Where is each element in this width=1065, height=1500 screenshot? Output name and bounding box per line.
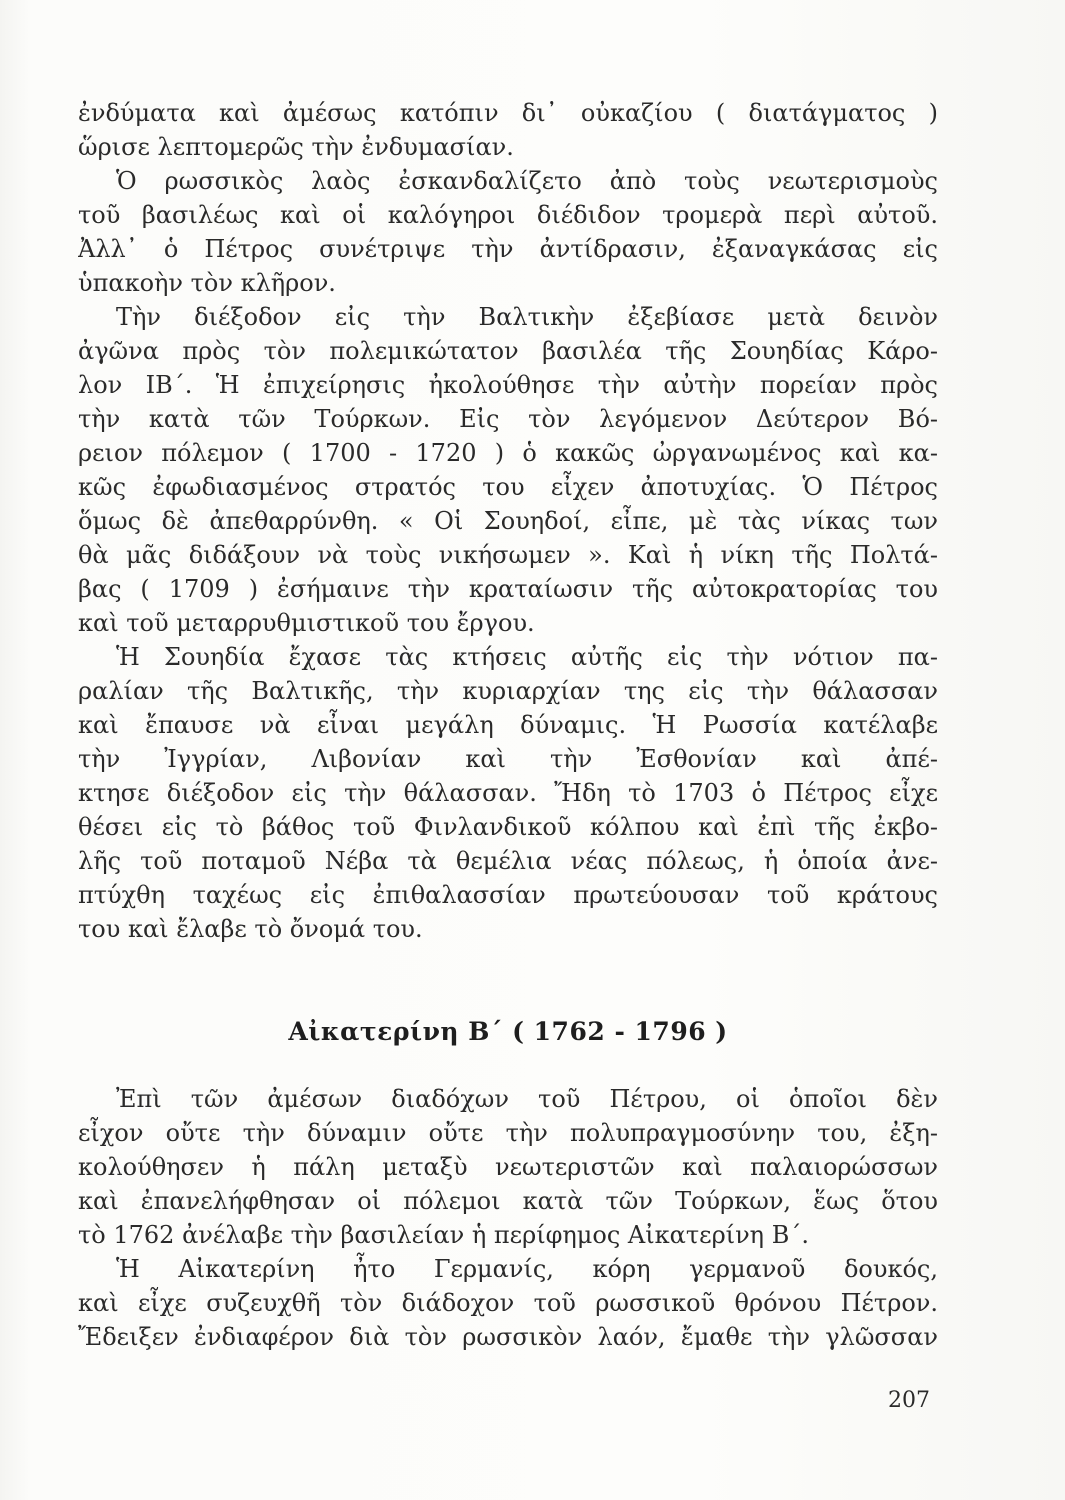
text-line: ὅμως δὲ ἀπεθαρρύνθη. « Οἱ Σουηδοί, εἶπε, μὲ τὰς νίκας των xyxy=(78,507,938,535)
text-line: Ἔδειξεν ἐνδιαφέρον διὰ τὸν ρωσσικὸν λαόν, ἔμαθε τὴν γλῶσσαν xyxy=(78,1323,938,1351)
text-line: κολούθησεν ἡ πάλη μεταξὺ νεωτεριστῶν καὶ παλαιορώσσων xyxy=(78,1153,938,1181)
text-line: πτύχθη ταχέως εἰς ἐπιθαλασσίαν πρωτεύουσαν τοῦ κράτους xyxy=(78,881,938,909)
text-line: θὰ μᾶς διδάξουν νὰ τοὺς νικήσωμεν ». Καὶ ἡ νίκη τῆς Πολτά- xyxy=(78,541,938,569)
text-line: βας ( 1709 ) ἐσήμαινε τὴν κραταίωσιν τῆς αὐτοκρατορίας του xyxy=(78,575,938,603)
text-line: ὥρισε λεπτομερῶς τὴν ἐνδυμασίαν. xyxy=(78,133,514,161)
text-line: Ἀλλ᾽ ὁ Πέτρος συνέτριψε τὴν ἀντίδρασιν, ἐξαναγκάσας εἰς xyxy=(78,235,938,263)
text-line: Ἐπὶ τῶν ἀμέσων διαδόχων τοῦ Πέτρου, οἱ ὁποῖοι δὲν xyxy=(116,1085,938,1113)
text-line: τὸ 1762 ἀνέλαβε τὴν βασιλείαν ἡ περίφημος Αἰκατερίνη Β΄. xyxy=(78,1221,809,1249)
text-line: Ὁ ρωσσικὸς λαὸς ἐσκανδαλίζετο ἀπὸ τοὺς νεωτερισμοὺς xyxy=(116,167,938,195)
text-line: εἶχον οὔτε τὴν δύναμιν οὔτε τὴν πολυπραγμοσύνην του, ἐξη- xyxy=(78,1119,938,1147)
text-line: κτησε διέξοδον εἰς τὴν θάλασσαν. Ἤδη τὸ 1703 ὁ Πέτρος εἶχε xyxy=(78,779,938,807)
text-line: καὶ τοῦ μεταρρυθμιστικοῦ του ἔργου. xyxy=(78,609,535,637)
text-line: λῆς τοῦ ποταμοῦ Νέβα τὰ θεμέλια νέας πόλεως, ἡ ὁποία ἀνε- xyxy=(78,847,938,875)
text-line: του καὶ ἔλαβε τὸ ὄνομά του. xyxy=(78,915,423,943)
text-line: καὶ ἐπανελήφθησαν οἱ πόλεμοι κατὰ τῶν Τούρκων, ἕως ὅτου xyxy=(78,1187,938,1215)
text-line: Τὴν διέξοδον εἰς τὴν Βαλτικὴν ἐξεβίασε μετὰ δεινὸν xyxy=(116,303,938,331)
page-number: 207 xyxy=(888,1388,930,1413)
text-line: τὴν κατὰ τῶν Τούρκων. Εἰς τὸν λεγόμενον Δεύτερον Βό- xyxy=(78,405,938,433)
section-heading: Αἰκατερίνη Β΄ ( 1762 - 1796 ) xyxy=(288,1017,728,1046)
text-line: λον ΙΒ΄. Ἡ ἐπιχείρησις ἠκολούθησε τὴν αὐτὴν πορείαν πρὸς xyxy=(78,371,938,399)
text-line: ρειον πόλεμον ( 1700 - 1720 ) ὁ κακῶς ὠργανωμένος καὶ κα- xyxy=(78,439,938,467)
text-line: θέσει εἰς τὸ βάθος τοῦ Φινλανδικοῦ κόλπου καὶ ἐπὶ τῆς ἐκβο- xyxy=(78,813,938,841)
text-line: ραλίαν τῆς Βαλτικῆς, τὴν κυριαρχίαν της εἰς τὴν θάλασσαν xyxy=(78,677,938,705)
text-line: Ἡ Σουηδία ἔχασε τὰς κτήσεις αὐτῆς εἰς τὴν νότιον πα- xyxy=(116,643,938,671)
text-line: τοῦ βασιλέως καὶ οἱ καλόγηροι διέδιδον τρομερὰ περὶ αὐτοῦ. xyxy=(78,201,938,229)
text-line: Ἡ Αἰκατερίνη ἦτο Γερμανίς, κόρη γερμανοῦ δουκός, xyxy=(116,1255,938,1283)
text-line: ἐνδύματα καὶ ἀμέσως κατόπιν δι᾽ οὐκαζίου ( διατάγματος ) xyxy=(78,99,938,127)
text-line: καὶ ἔπαυσε νὰ εἶναι μεγάλη δύναμις. Ἡ Ρωσσία κατέλαβε xyxy=(78,711,938,739)
body-text-section-1 xyxy=(78,96,938,946)
text-line: ὑπακοὴν τὸν κλῆρον. xyxy=(78,269,336,297)
body-text-section-2 xyxy=(78,1082,938,1354)
section-heading-container xyxy=(78,1017,938,1046)
text-line: τὴν Ἰγγρίαν, Λιβονίαν καὶ τὴν Ἐσθονίαν καὶ ἀπέ- xyxy=(78,745,938,773)
text-line: κῶς ἐφωδιασμένος στρατός του εἶχεν ἀποτυχίας. Ὁ Πέτρος xyxy=(78,473,938,501)
text-line: ἀγῶνα πρὸς τὸν πολεμικώτατον βασιλέα τῆς Σουηδίας Κάρο- xyxy=(78,337,938,365)
text-line: καὶ εἶχε συζευχθῆ τὸν διάδοχον τοῦ ρωσσικοῦ θρόνου Πέτρον. xyxy=(78,1289,938,1317)
